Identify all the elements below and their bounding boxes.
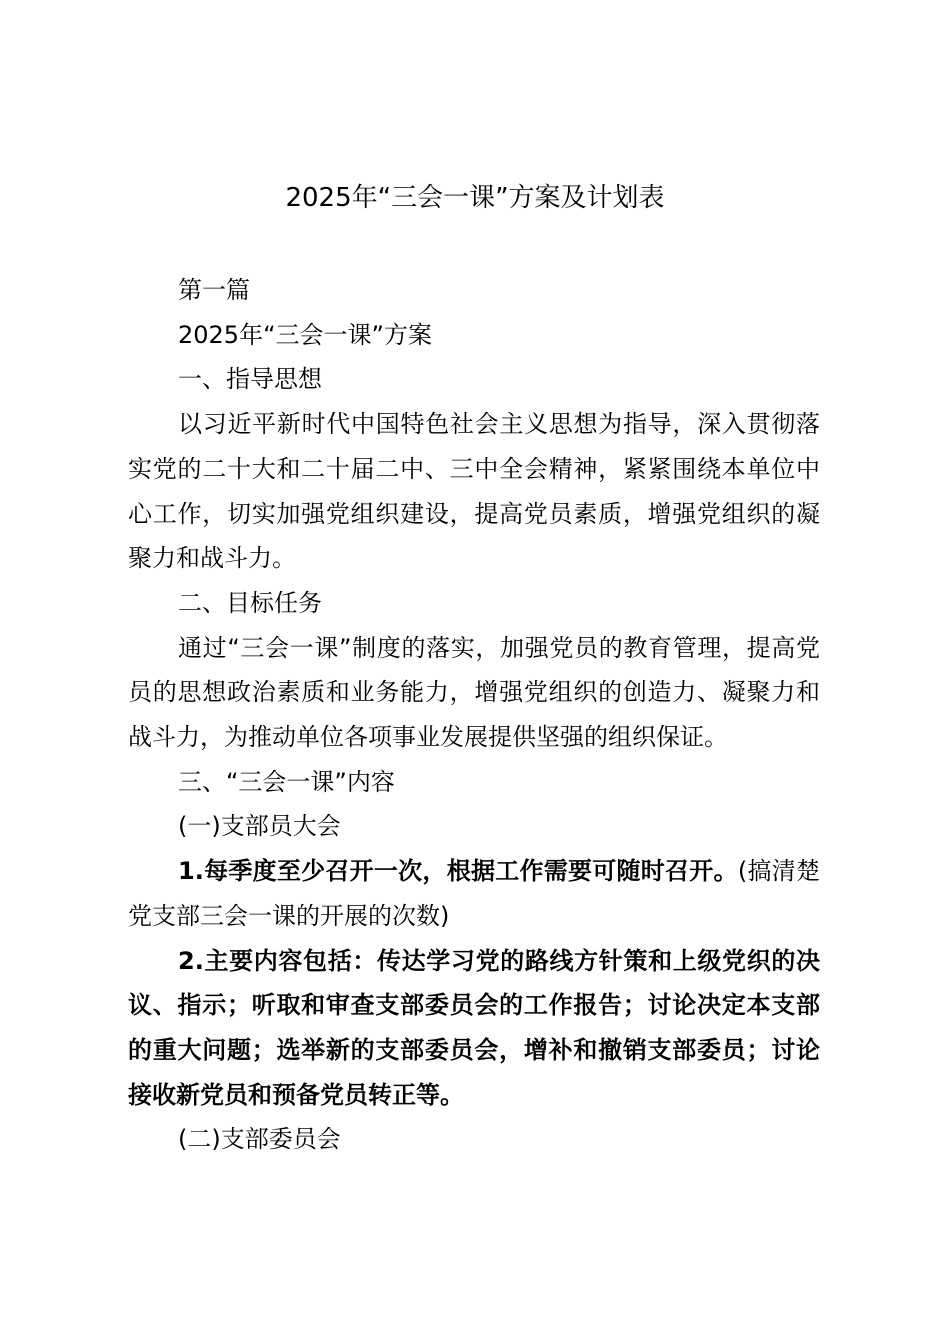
- subsection-heading-branch-general-meeting: (一)支部员大会: [178, 812, 341, 841]
- meeting-frequency-bold: 1.每季度至少召开一次，根据工作需要可随时召开。: [178, 857, 738, 886]
- meeting-frequency-note: (搞清楚党支部三会一课的开展的次数): [128, 857, 820, 930]
- section-heading-objectives: 二、目标任务: [178, 588, 322, 617]
- subsection-heading-branch-committee: (二)支部委员会: [178, 1125, 341, 1154]
- document-title: 2025年“三会一课”方案及计划表: [285, 183, 665, 213]
- part-heading: 第一篇: [178, 276, 250, 304]
- section-heading-content: 三、“三会一课”内容: [178, 767, 395, 796]
- paragraph-meeting-frequency: [128, 849, 820, 938]
- paragraph-main-content: 2.主要内容包括：传达学习党的路线方针策和上级党织的决议、指示；听取和审查支部委员会的工作报告；讨论决定本支部的重大问题；选举新的支部委员会，增补和撤销支部委员；讨论接收新党员和预备党员转正等。: [128, 946, 820, 1109]
- section-heading-guiding-ideology: 一、指导思想: [178, 365, 322, 394]
- plan-heading: 2025年“三会一课”方案: [178, 320, 432, 349]
- document-body: [128, 268, 820, 1162]
- paragraph-guiding-ideology: 以习近平新时代中国特色社会主义思想为指导，深入贯彻落实党的二十大和二十届二中、三中全会精神，紧紧围绕本单位中心工作，切实加强党组织建设，提高党员素质，增强党组织的凝聚力和战斗力。: [128, 410, 820, 573]
- paragraph-objectives: 通过“三会一课”制度的落实，加强党员的教育管理，提高党员的思想政治素质和业务能力，增强党组织的创造力、凝聚力和战斗力，为推动单位各项事业发展提供坚强的组织保证。: [128, 633, 820, 752]
